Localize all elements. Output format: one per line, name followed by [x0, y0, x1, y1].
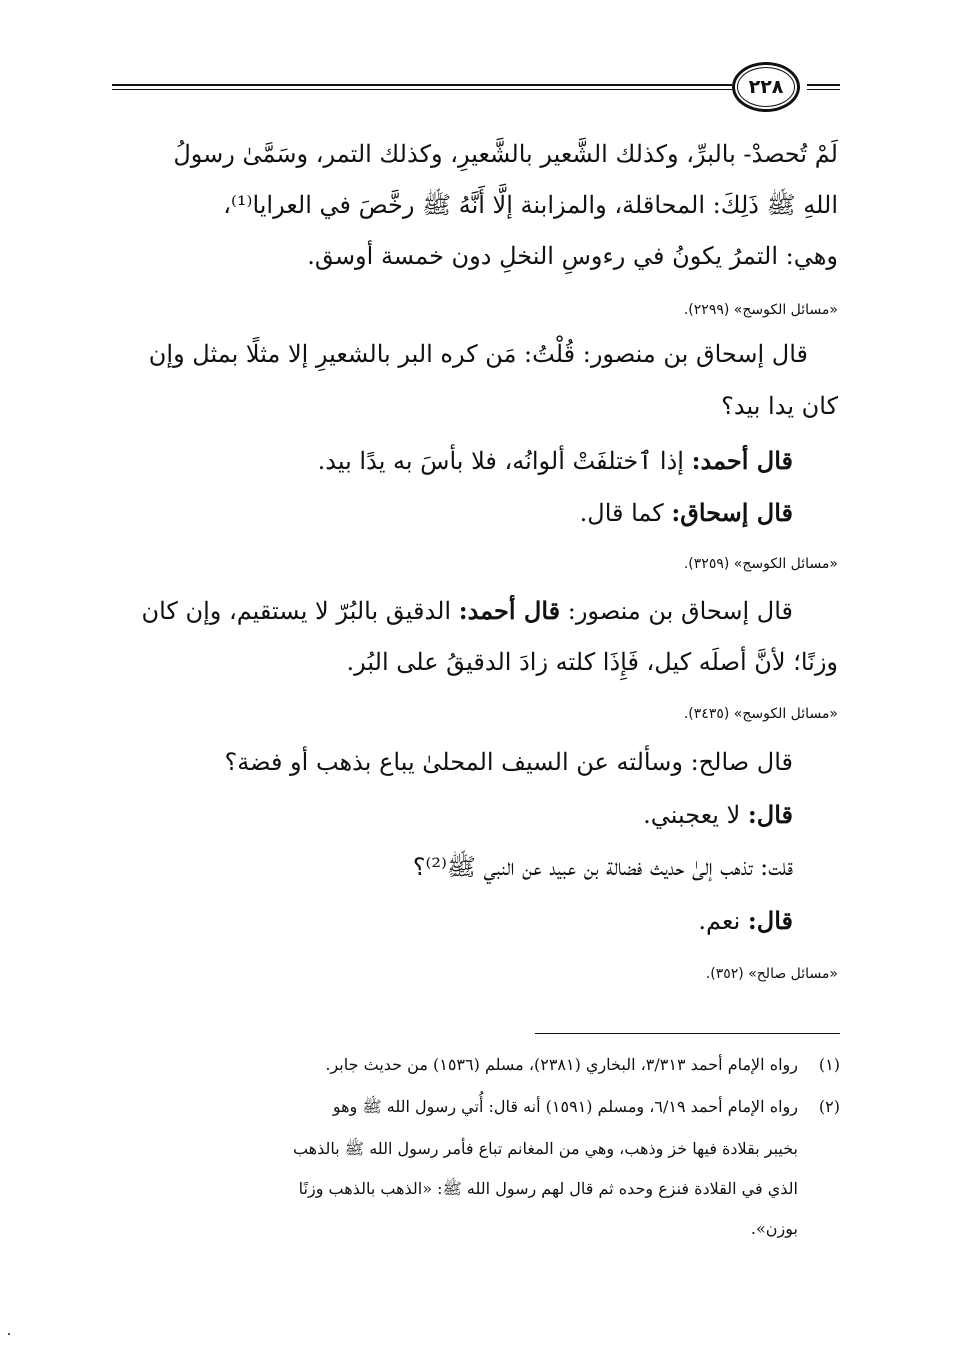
paragraph-1-line-3: وهي: التمرُ يكونُ في رءوسِ النخلِ دون خمسة أوسق.: [307, 242, 838, 270]
header-rule-right-thin: [807, 89, 840, 90]
footnote-1-number: (١): [818, 1055, 840, 1074]
paragraph-4-answer-1: لا يعجبني.: [643, 801, 748, 829]
speaker-label-ahmad: قال أحمد:: [691, 446, 793, 475]
source-citation-3: «مسائل الكوسج» (٣٤٣٥).: [683, 706, 838, 722]
paragraph-4-answer-2: نعم.: [698, 907, 748, 935]
source-citation-1: «مسائل الكوسج» (٢٢٩٩).: [683, 302, 838, 318]
footnote-2-line-4: بوزن».: [750, 1219, 798, 1238]
paragraph-3-text: الدقيق بالبُرّ لا يستقيم، وإن كان: [141, 597, 459, 625]
footnote-2-number: (٢): [818, 1097, 840, 1116]
footnote-1-text: رواه الإمام أحمد ٣/٣١٣، البخاري (٢٣٨١)، مسلم (١٥٣٦) من حديث جابر.: [325, 1055, 798, 1074]
header-rule-thin: [112, 89, 732, 90]
footnote-2-line-3: الذي في القلادة فنزع وحده ثم قال لهم رسول الله ﷺ: «الذهب بالذهب وزنًا: [298, 1179, 798, 1198]
paragraph-4-line-3: قلت: تذهب إلىٰ حديث فضالة بن عبيد عن النبي ﷺ⁽²⁾؟: [412, 853, 793, 881]
header-rule-right: [807, 84, 840, 86]
page-number-ornament: [732, 62, 800, 112]
ishaq-answer: [580, 498, 793, 527]
paragraph-2-line-1: قال إسحاق بن منصور: قُلْتُ: مَن كره البر بالشعيرِ إلا مثلًا بمثل وإن: [148, 340, 808, 368]
speaker-label-qal-2: قال:: [747, 906, 793, 935]
paragraph-1-line-1: لَمْ تُحصدْ- بالبرِّ، وكذلك الشَّعير بالشَّعيرِ، وكذلك التمر، وسَمَّىٰ رسولُ: [173, 140, 838, 168]
source-citation-2: «مسائل الكوسج» (٣٢٥٩).: [683, 556, 838, 572]
speaker-label-ahmad-2: قال أحمد:: [458, 596, 561, 625]
ishaq-answer-text: كما قال.: [579, 499, 672, 527]
paragraph-4-line-4: [698, 906, 793, 935]
paragraph-4-line-1: قال صالح: وسألته عن السيف المحلىٰ يباع بذهب أو فضة؟: [224, 748, 793, 776]
header-rule: [112, 84, 732, 86]
paragraph-4-line-2: [643, 800, 793, 829]
paragraph-1-line-2: اللهِ ﷺ ذَلِكَ: المحاقلة، والمزابنة إلَّا أَنَّهُ ﷺ رخَّصَ في العرايا⁽¹⁾،: [223, 191, 838, 219]
scan-speck: [8, 1333, 10, 1335]
footnote-2-line-1: رواه الإمام أحمد ٦/١٩، ومسلم (١٥٩١) أنه قال: أُتي رسول الله ﷺ وهو: [332, 1097, 798, 1116]
source-citation-4: «مسائل صالح» (٣٥٢).: [705, 966, 838, 982]
paragraph-2-line-2: كان يدا بيد؟: [721, 392, 838, 420]
ahmad-answer-text: إذا ٱختلفَتْ ألوانُه، فلا بأسَ به يدًا بيد.: [317, 447, 692, 475]
speaker-label-qal: قال:: [747, 800, 793, 829]
paragraph-3-line-1: [141, 596, 793, 625]
paragraph-3-line-2: وزنًا؛ لأنَّ أصلَه كيل، فَإِذَا كلته زادَ الدقيقُ على البُر.: [346, 648, 838, 676]
ahmad-answer: [318, 446, 793, 475]
footnote-2-line-2: بخيبر بقلادة فيها خز وذهب، وهي من المغانم تباع فأمر رسول الله ﷺ بالذهب: [292, 1139, 798, 1158]
page-header: [112, 62, 840, 112]
footnote-separator: [535, 1033, 840, 1034]
speaker-label-ishaq: قال إسحاق:: [671, 498, 793, 527]
page-number: ٢٢٨: [737, 67, 795, 107]
paragraph-3-intro: قال إسحاق بن منصور:: [560, 597, 793, 625]
